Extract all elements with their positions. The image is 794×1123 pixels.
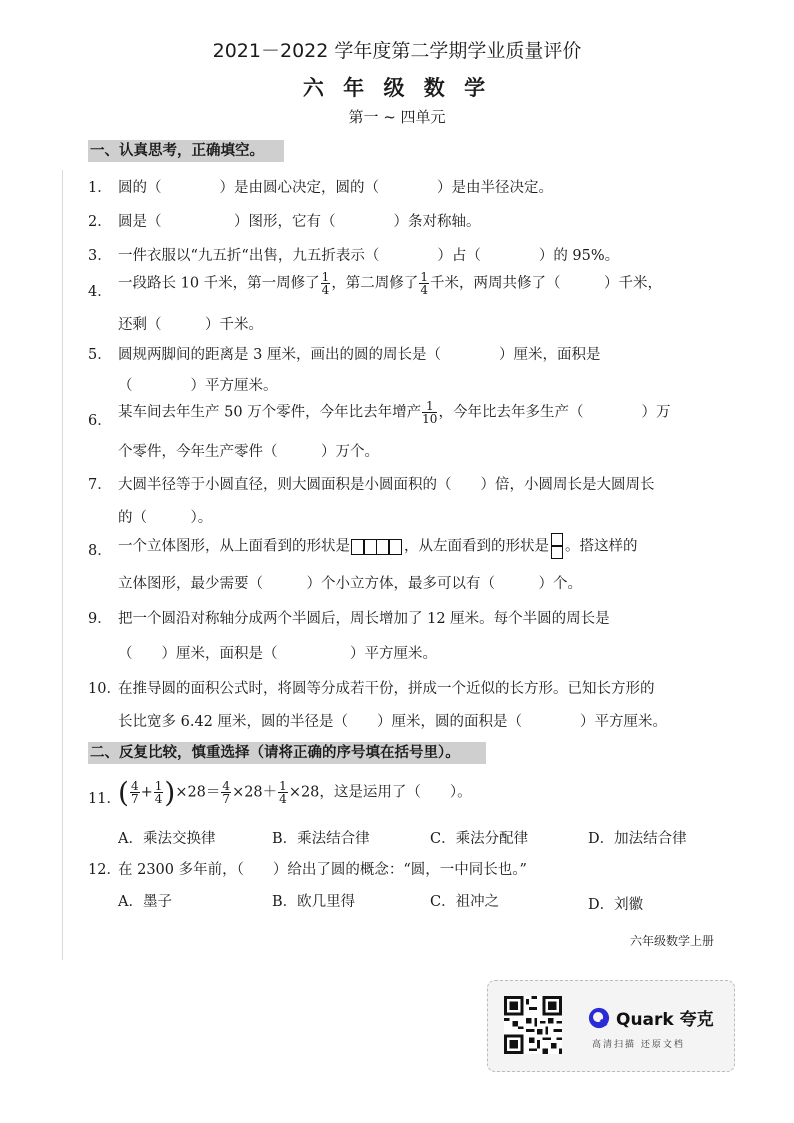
right-paren: ) — [164, 776, 176, 809]
question-8-line-2: 立体图形，最少需要（ ）个小立方体，最多可以有（ ）个。 — [118, 576, 582, 592]
fraction — [130, 780, 140, 805]
question-number: 11． — [88, 791, 121, 807]
question-7-line-1: 大圆半径等于小圆直径，则大圆面积是小圆面积的（ ）倍，小圆周长是大圆周长 — [118, 477, 655, 493]
scan-edge-line — [62, 170, 63, 960]
option-a: A．乘法交换律 — [118, 831, 216, 847]
fraction-denominator: 4 — [154, 792, 163, 806]
question-5-line-2: （ ）平方厘米。 — [118, 378, 278, 394]
question-11-expression — [118, 776, 472, 809]
exam-title-year: 2021－2022 学年度第二学期学业质量评价 — [212, 40, 582, 62]
fraction — [422, 400, 437, 425]
question-number: 6． — [88, 413, 112, 429]
question-9-line-1: 把一个圆沿对称轴分成两个半圆后，周长增加了 12 厘米。每个半圆的周长是 — [118, 611, 610, 627]
section-heading-multiple-choice: 二、反复比较，慎重选择（请将正确的序号填在括号里）。 — [88, 742, 486, 764]
question-4-line-2: 还剩（ ）千米。 — [118, 317, 263, 333]
square — [388, 539, 402, 555]
exam-title-units: 第一 ~ 四单元 — [348, 108, 446, 126]
question-number: 2． — [88, 214, 112, 230]
q11-mid: ×28＝ — [175, 784, 221, 801]
q6-text-b: ，今年比去年多生产（ ）万 — [438, 404, 671, 421]
exam-title-subject: 六 年 级 数 学 — [302, 76, 492, 100]
fraction-denominator: 7 — [130, 792, 139, 806]
q6-text-a: 某车间去年生产 50 万个零件，今年比去年增产 — [118, 404, 422, 421]
fraction — [419, 271, 429, 296]
quark-watermark — [487, 980, 735, 1072]
quark-subtitle: 高清扫描 还原文档 — [592, 1040, 685, 1050]
fraction-denominator: 4 — [279, 792, 287, 806]
fraction-numerator: 1 — [154, 779, 163, 793]
question-number: 9． — [88, 611, 112, 627]
question-10-line-2: 长比宽多 6.42 厘米，圆的半径是（ ）厘米，圆的面积是（ ）平方厘米。 — [118, 714, 668, 730]
fraction-denominator: 7 — [222, 792, 231, 806]
top-view-four-squares — [352, 539, 402, 555]
question-6-line-1 — [118, 400, 670, 425]
fraction-numerator: 1 — [279, 779, 287, 793]
fraction-denominator: 4 — [420, 283, 428, 297]
question-7-line-2: 的（ ）。 — [118, 510, 213, 526]
question-8-line-1 — [118, 534, 638, 559]
option-d: D．加法结合律 — [588, 831, 687, 847]
section-heading-fill-blank: 一、认真思考，正确填空。 — [88, 140, 284, 162]
fraction-numerator: 4 — [130, 779, 139, 793]
fraction — [154, 780, 164, 805]
q11-mid2: ×28＋ — [232, 784, 278, 801]
question-1-text: 圆的（ ）是由圆心决定，圆的（ ）是由半径决定。 — [118, 180, 553, 196]
question-number: 7． — [88, 477, 112, 493]
q8-text-b: ，从左面看到的形状是 — [404, 538, 549, 555]
fraction — [278, 780, 288, 805]
q8-text-c: 。搭这样的 — [565, 538, 638, 555]
option-b: B．乘法结合律 — [272, 831, 370, 847]
option-a: A．墨子 — [118, 894, 172, 910]
question-10-line-1: 在推导圆的面积公式时，将圆等分成若干份，拼成一个近似的长方形。已知长方形的 — [118, 681, 655, 697]
fraction-numerator: 1 — [420, 270, 428, 284]
fraction-numerator: 1 — [321, 270, 330, 284]
question-2-text: 圆是（ ）图形，它有（ ）条对称轴。 — [118, 214, 481, 230]
q11-tail: ×28，这是运用了（ ）。 — [288, 784, 472, 801]
q4-text-a: 一段路长 10 千米，第一周修了 — [118, 275, 320, 292]
question-6-line-2: 个零件，今年生产零件（ ）万个。 — [118, 444, 379, 460]
question-3-text: 一件衣服以“九五折“出售，九五折表示（ ）占（ ）的 95%。 — [118, 248, 620, 264]
question-4-line-1 — [118, 271, 662, 296]
question-12-text: 在 2300 多年前，（ ）给出了圆的概念：“圆，一中同长也。” — [118, 862, 527, 878]
left-paren: ( — [118, 776, 129, 809]
question-number: 4． — [88, 284, 112, 300]
fraction-denominator: 4 — [321, 283, 330, 297]
quark-brand-text: Quark 夸克 — [616, 1010, 714, 1030]
left-view-two-squares — [551, 534, 563, 559]
q4-text-b: ，第二周修了 — [331, 275, 419, 292]
question-number: 1． — [88, 180, 112, 196]
question-number: 8． — [88, 543, 112, 559]
square — [551, 545, 563, 559]
fraction-numerator: 4 — [222, 779, 231, 793]
q8-text-a: 一个立体图形，从上面看到的形状是 — [118, 538, 350, 555]
page-footer: 六年级数学上册 — [629, 934, 714, 948]
question-number: 5． — [88, 347, 112, 363]
qr-code-icon — [504, 996, 562, 1054]
fraction-denominator: 10 — [422, 412, 438, 426]
question-number: 12． — [88, 862, 121, 878]
option-d: D．刘徽 — [588, 897, 644, 913]
q4-text-c: 千米，两周共修了（ ）千米， — [429, 275, 662, 292]
plus-sign: + — [140, 784, 153, 801]
option-c: C．祖冲之 — [430, 894, 500, 910]
fraction-numerator: 1 — [422, 400, 437, 413]
fraction — [221, 780, 231, 805]
question-5-line-1: 圆规两脚间的距离是 3 厘米，画出的圆的周长是（ ）厘米，面积是 — [118, 347, 601, 363]
fraction — [321, 271, 331, 296]
option-c: C．乘法分配律 — [430, 831, 529, 847]
question-number: 10． — [88, 681, 121, 697]
question-9-line-2: （ ）厘米，面积是（ ）平方厘米。 — [118, 646, 437, 662]
question-number: 3． — [88, 248, 112, 264]
quark-logo-icon — [588, 1007, 610, 1029]
option-b: B．欧几里得 — [272, 894, 356, 910]
